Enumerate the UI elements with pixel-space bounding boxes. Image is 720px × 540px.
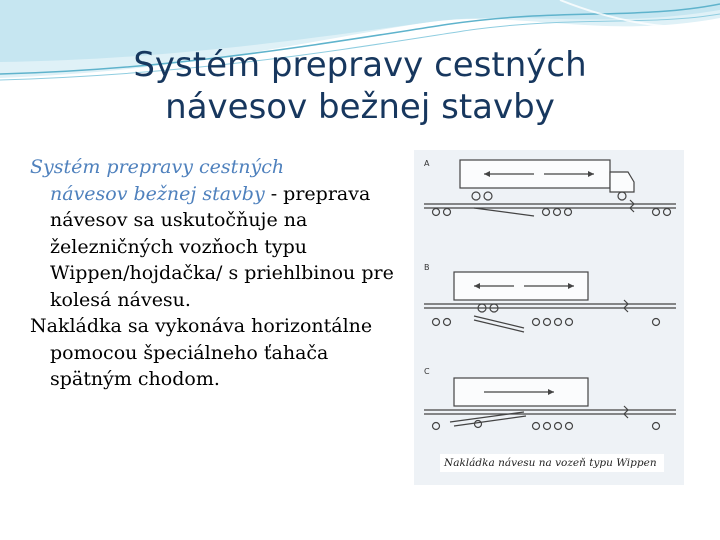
paragraph-description (30, 154, 410, 313)
wagon-loading-figure (414, 150, 684, 485)
figure-caption: Nakládka návesu na vozeň typu Wippen (440, 454, 664, 472)
panel-label-a: A (424, 159, 430, 168)
highlighted-term-line-1: Systém prepravy cestných (30, 156, 285, 178)
highlighted-term (30, 156, 284, 205)
wagon-diagram (414, 150, 684, 485)
panel-label-b: B (424, 263, 430, 272)
slide-body (30, 154, 410, 393)
highlighted-term-line-2: návesov bežnej stavby (50, 182, 265, 205)
slide-title (40, 44, 680, 128)
slide-title-line-1: Systém prepravy cestných (133, 45, 587, 85)
description-text: - preprava návesov sa uskutočňuje na železničných vozňoch typu Wippen/hojdačka/ s priehlbinou pre kolesá návesu. (50, 182, 394, 311)
paragraph-loading: Nakládka sa vykonáva horizontálne pomocou špeciálneho ťahača spätným chodom. (30, 315, 373, 390)
panel-label-c: C (424, 367, 430, 376)
slide-title-line-2: návesov bežnej stavby (165, 87, 555, 127)
